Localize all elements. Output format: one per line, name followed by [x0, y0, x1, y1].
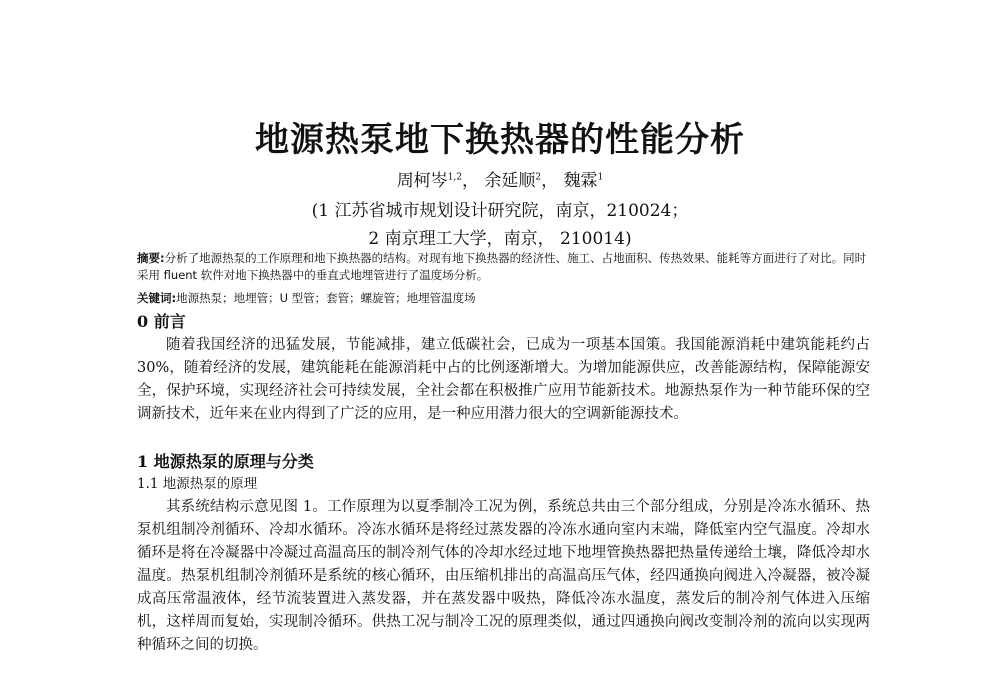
section-heading-principle-classification: 1 地源热泵的原理与分类 — [137, 452, 314, 471]
section-heading-introduction: 0 前言 — [137, 312, 186, 331]
body-paragraph-introduction: 随着我国经济的迅猛发展，节能减排，建立低碳社会，已成为一项基本国策。我国能源消耗中建筑能耗约占 30%，随着经济的发展，建筑能耗在能源消耗中占的比例逐渐增大。为增加能源供应，改善能源结构，保障能源安全，保护环境，实现经济社会可持续发展，全社会都在积极推广应用节能新技术。地源热泵作为一种节能环保的空调新技术，近年来在业内得到了广泛的应用，是一种应用潜力很大的空调新能源技术。 — [137, 337, 870, 422]
author-affiliation-mark: 1 — [597, 172, 604, 183]
author-separator: ， — [541, 171, 559, 191]
paper-title: 地源热泵地下换热器的性能分析 — [255, 120, 745, 160]
keywords — [137, 290, 870, 307]
author-name: 魏霖 — [563, 171, 598, 191]
body-paragraph-principle: 其系统结构示意见图 1。工作原理为以夏季制冷工况为例，系统总共由三个部分组成，分别是冷冻水循环、热泵机组制冷剂循环、冷却水循环。冷冻水循环是将经过蒸发器的冷冻水通向室内末端，降低室内空气温度。冷却水循环是将在冷凝器中冷凝过高温高压的制冷剂气体的冷却水经过地下地埋管换热器把热量传递给土壤，降低冷却水温度。热泵机组制冷剂循环是系统的核心循环，由压缩机排出的高温高压气体，经四通换向阀进入冷凝器，被冷凝成高压常温液体，经节流装置进入蒸发器，并在蒸发器中吸热，降低冷冻水温度，蒸发后的制冷剂气体进入压缩机，这样周而复始，实现制冷循环。供热工况与制冷工况的原理类似，通过四通换向阀改变制冷剂的流向以实现两种循环之间的切换。 — [137, 499, 870, 653]
affiliation-line-2: 2 南京理工大学，南京， 210014) — [368, 229, 632, 249]
abstract — [137, 250, 870, 284]
author-name: 周柯岑 — [396, 171, 448, 191]
author-affiliation-mark: 2 — [535, 172, 542, 183]
abstract-text: 分析了地源热泵的工作原理和地下换热器的结构。对现有地下换热器的经济性、施工、占地面积、传热效果、能耗等方面进行了对比。同时采用 fluent 软件对地下换热器中的垂直式地埋管进行了温度场分析。 — [137, 251, 867, 282]
author-name: 余延顺 — [484, 171, 536, 191]
author-affiliation-mark: 1,2 — [447, 172, 463, 183]
keywords-text: 地源热泵；地埋管；U 型管；套管；螺旋管；地埋管温度场 — [176, 291, 476, 305]
subsection-heading-principle: 1.1 地源热泵的原理 — [137, 476, 258, 492]
keywords-label: 关键词: — [137, 291, 177, 305]
abstract-label: 摘要: — [137, 251, 165, 265]
affiliation-line-1: (1 江苏省城市规划设计研究院，南京，210024； — [311, 201, 689, 221]
author-line — [0, 169, 1000, 193]
author-separator: ， — [462, 171, 480, 191]
